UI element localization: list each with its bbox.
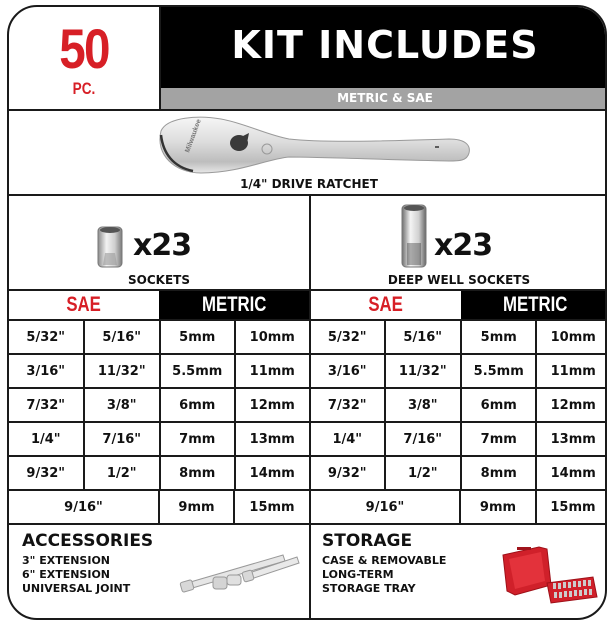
table-row [9,423,309,457]
kit-includes-card [7,5,607,620]
table-cell: 5mm [161,321,236,355]
table-body [311,321,607,525]
deep-socket-label: DEEP WELL SOCKETS [387,273,531,287]
table-cell: 5/32" [9,321,85,355]
table-cell: 13mm [537,423,607,457]
table-cell: 14mm [537,457,607,491]
table-row [311,355,607,389]
socket-label: SOCKETS [128,273,190,287]
subtitle: METRIC & SAE [337,91,433,105]
table-cell: 3/16" [9,355,85,389]
accessory-item: UNIVERSAL JOINT [22,582,131,595]
table-row [9,321,309,355]
table-row [9,355,309,389]
metric-header: METRIC [461,291,607,319]
table-cell: 11mm [537,355,607,389]
table-cell: 9/32" [311,457,386,491]
sae-header: SAE [311,291,461,319]
subtitle-band [159,88,607,109]
storage-item: LONG-TERM [322,568,394,581]
table-cell: 10mm [236,321,310,355]
ratchet-image [149,113,479,177]
table-cell: 7/32" [311,389,386,423]
table-cell: 1/2" [386,457,462,491]
table-cell: 9mm [461,491,537,525]
table-body [9,321,309,525]
socket-image [95,225,125,269]
table-row [9,389,309,423]
accessory-item: 3" EXTENSION [22,554,111,567]
accessories-image [179,547,304,597]
table-cell: 12mm [537,389,607,423]
table-cell: 5/32" [311,321,386,355]
table-row [311,389,607,423]
table-cell: 6mm [462,389,537,423]
table-row [9,491,309,525]
title-banner [159,7,607,88]
table-cell: 5/16" [85,321,161,355]
storage-item: CASE & REMOVABLE [322,554,447,567]
sae-header: SAE [9,291,159,319]
ratchet-label: 1/4" DRIVE RATCHET [240,177,378,191]
table-cell: 11/32" [386,355,462,389]
accessory-item: 6" EXTENSION [22,568,111,581]
table-cell: 3/8" [386,389,462,423]
piece-count: 50 [59,17,109,80]
table-row [9,457,309,491]
table-cell: 7/16" [85,423,161,457]
table-cell: 1/4" [311,423,386,457]
storage-item: STORAGE TRAY [322,582,416,595]
table-cell: 8mm [161,457,236,491]
table-cell: 7mm [161,423,236,457]
table-cell: 3/8" [85,389,161,423]
storage-title: STORAGE [322,531,413,551]
divider [9,109,607,111]
accessories-title: ACCESSORIES [22,531,154,551]
table-cell: 9/16" [9,491,160,525]
table-cell: 13mm [236,423,310,457]
case-icon [501,545,599,607]
table-cell: 8mm [462,457,537,491]
table-cell: 7/16" [386,423,462,457]
table-cell: 14mm [236,457,310,491]
table-cell: 12mm [236,389,310,423]
extension-icon [179,547,304,597]
table-cell: 9mm [160,491,235,525]
table-cell: 5.5mm [462,355,537,389]
deep-socket-image [399,203,429,269]
deep-socket-size-table [311,291,607,525]
divider [9,194,607,196]
table-cell: 7/32" [9,389,85,423]
metric-header: METRIC [159,291,309,319]
deep-socket-icon [399,203,429,269]
table-cell: 10mm [537,321,607,355]
table-cell: 5.5mm [161,355,236,389]
page-title: KIT INCLUDES [231,23,539,67]
piece-count-badge [9,7,159,109]
table-cell: 5/16" [386,321,462,355]
table-cell: 6mm [161,389,236,423]
table-cell: 5mm [462,321,537,355]
table-cell: 1/2" [85,457,161,491]
svg-text:Milwaukee: Milwaukee [184,118,203,154]
table-cell: 15mm [235,491,309,525]
deep-socket-quantity: x23 [434,228,493,263]
table-row [311,321,607,355]
table-row [311,491,607,525]
table-cell: 9/32" [9,457,85,491]
table-cell: 9/16" [311,491,461,525]
table-row [311,423,607,457]
socket-quantity: x23 [133,228,192,263]
table-cell: 11/32" [85,355,161,389]
table-cell: 15mm [537,491,607,525]
socket-size-table [9,291,309,525]
piece-unit: PC. [72,79,96,98]
table-cell: 3/16" [311,355,386,389]
table-row [311,457,607,491]
storage-section [322,531,522,596]
table-cell: 11mm [236,355,310,389]
table-cell: 1/4" [9,423,85,457]
storage-case-image [501,545,599,607]
ratchet-icon [149,113,479,177]
socket-icon [95,225,125,269]
table-cell: 7mm [462,423,537,457]
